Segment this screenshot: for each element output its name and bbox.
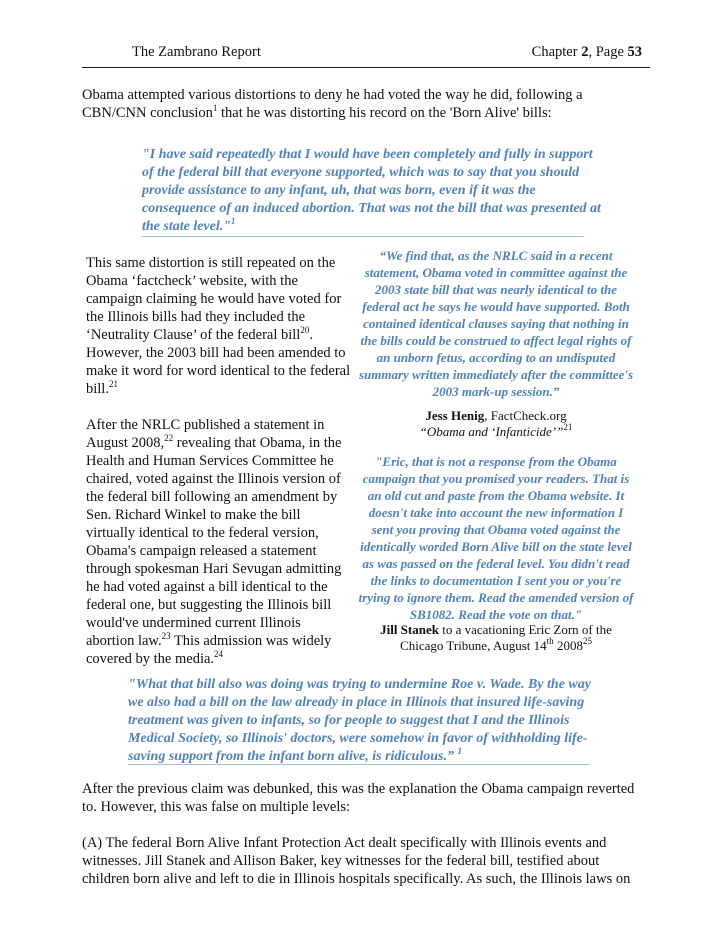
- page-prefix: , Page: [588, 44, 628, 60]
- footnote-ref: 22: [164, 433, 174, 443]
- attribution-author: Jill Stanek: [380, 622, 439, 637]
- stanek-sidebar-quote: "Eric, that is not a response from the Obama campaign that you promised your readers. That is an old cut and paste from the Obama website. It doesn't take into account the new information I sent you proving that Obama voted against the identically worded Born Alive bill on the state level as was passed on the federal level. You didn't read the links to documentation I sent you or you're trying to ignore them. Read the amended version of SB1082. Read the vote on that.": [358, 454, 634, 622]
- attribution-source: to a vacationing Eric Zorn of the Chicago Tribune, August 14: [400, 622, 612, 653]
- left-column: [86, 254, 352, 686]
- chapter-number: 2: [581, 44, 589, 60]
- attribution-article: “Obama and ‘Infanticide’”: [419, 424, 564, 439]
- nrlc-paragraph: [86, 416, 352, 668]
- factcheck-paragraph: [86, 254, 352, 398]
- obama-quote-text: "I have said repeatedly that I would have been completely and fully in support of the federal bill that everyone supported, which was to say that you should provide assistance to any infant, uh, that was born, even if it was the consequence of an induced abortion. That was not the bill that was presented at the state level.": [142, 147, 601, 234]
- attribution-year: 2008: [553, 638, 583, 653]
- header-rule: [82, 67, 650, 68]
- attribution-author: Jess Henig: [425, 408, 485, 423]
- paragraph-text: . However, the 2003 bill had been amended to make it word for word identical to the federal bill.: [86, 327, 351, 397]
- report-title: The Zambrano Report: [132, 44, 261, 60]
- footnote-ref: 21: [108, 379, 118, 389]
- quote-underline: [128, 764, 590, 765]
- paragraph-text: After the NRLC published a statement in August 2008,: [86, 417, 325, 451]
- roe-quote-text: "What that bill also was doing was trying to undermine Roe v. Wade. By the way we also had a bill on the law already in place in Illinois that insured life-saving treatment was given to infants, so for people to suggest that I and the Illinois Medical Society, so Illinois' doctors, were somehow in favor of withholding life-saving support from the infant born alive, is ridiculous.”: [128, 677, 591, 764]
- chapter-page-label: [532, 44, 642, 61]
- intro-text-2: that he was distorting his record on the 'Born Alive' bills:: [217, 105, 552, 121]
- factcheck-sidebar-quote: “We find that, as the NRLC said in a recent statement, Obama voted in committee against the 2003 state bill that was nearly identical to the federal act he says he would have supported. Both contained identical clauses saying that nothing in the bills could be construed to affect legal rights of an unborn fetus, according to an undisputed summary written immediately after the committee's 2003 mark-up session.”: [358, 248, 634, 399]
- intro-paragraph: [82, 86, 642, 122]
- footnote-ref: 24: [214, 649, 224, 659]
- footnote-ref: 25: [582, 636, 592, 646]
- footnote-ref: 21: [563, 422, 573, 432]
- footnote-ref: 20: [300, 325, 310, 335]
- factcheck-attribution: [358, 408, 634, 440]
- intro-text-1: Obama attempted various distortions to deny he had voted the way he did, following a CBN/CNN conclusion: [82, 87, 583, 121]
- chapter-prefix: Chapter: [531, 44, 582, 60]
- footnote-ref: 1: [212, 103, 218, 113]
- obama-roe-quote-block: [128, 676, 604, 766]
- obama-quote-block: [142, 146, 604, 236]
- ordinal-suffix: th: [546, 636, 554, 646]
- attribution-source: , FactCheck.org: [484, 408, 567, 423]
- point-a-paragraph: (A) The federal Born Alive Infant Protection Act dealt specifically with Illinois events and witnesses. Jill Stanek and Allison Baker, key witnesses for the federal bill, testified about children born alive and left to die in Illinois hospitals specifically. As such, the Illinois laws on: [82, 835, 631, 887]
- after-paragraph: After the previous claim was debunked, this was the explanation the Obama campaign reverted to. However, this was false on multiple levels:: [82, 781, 635, 815]
- quote-underline: [142, 236, 584, 237]
- paragraph-text: This admission was widely covered by the media.: [86, 633, 332, 667]
- page-number: 53: [627, 44, 642, 60]
- paragraph-text: This same distortion is still repeated on the Obama ‘factcheck’ website, with the campaign claiming he would have voted for the Illinois bills had they included the ‘Neutrality Clause’ of the federal bill: [86, 255, 342, 343]
- footnote-ref: 1: [231, 216, 236, 226]
- footnote-ref: 1: [457, 746, 462, 756]
- paragraph-text: revealing that Obama, in the Health and Human Services Committee he chaired, voted against the Illinois version of the federal bill following an amendment by Sen. Richard Winkel to make the bill virtually identical to the federal version, Obama's campaign released a statement through spokesman Hari Sevugan admitting he had voted against a bill identical to the federal one, but suggesting the Illinois bill would've undermined current Illinois abortion law.: [86, 435, 342, 649]
- stanek-attribution: [358, 622, 634, 654]
- footnote-ref: 23: [161, 631, 171, 641]
